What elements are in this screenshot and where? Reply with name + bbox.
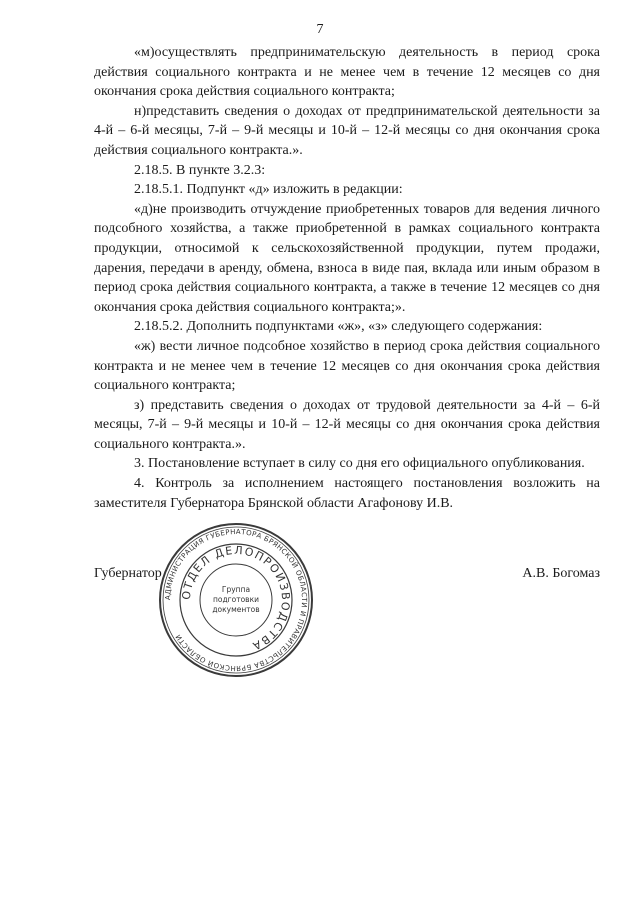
stamp-ring-text: ОТДЕЛ ДЕЛОПРОИЗВОДСТВА xyxy=(179,543,293,653)
stamp-outer-text: АДМИНИСТРАЦИЯ ГУБЕРНАТОРА БРЯНСКОЙ ОБЛАСТИ И ПРАВИТЕЛЬСТВА БРЯНСКОЙ ОБЛАСТИ xyxy=(163,527,309,673)
signature-block xyxy=(94,527,600,706)
official-stamp xyxy=(156,520,316,680)
paragraph: 2.18.5.2. Дополнить подпунктами «ж», «з» следующего содержания: xyxy=(134,319,543,335)
stamp-center-line: подготовки xyxy=(213,595,259,604)
paragraph: 4. Контроль за исполнением настоящего постановления возложить на заместителя Губернатора Брянской области Агафонову И.В. xyxy=(94,476,600,511)
page-number: 7 xyxy=(316,22,324,37)
paragraph: н)представить сведения о доходах от предпринимательской деятельности за 4-й – 6-й месяцы, 7-й – 9-й месяцы и 10-й – 12-й месяцы со дня окончания срока действия социального контракта.». xyxy=(94,103,600,158)
paragraph: з) представить сведения о доходах от трудовой деятельности за 4-й – 6-й месяцы, 7-й – 9-й месяцы и 10-й – 12-й месяцы со дня окончания срока действия социального контракта.». xyxy=(94,397,600,452)
document-body xyxy=(94,43,600,513)
paragraph: «м)осуществлять предпринимательскую деятельность в период срока действия социального контракта и не менее чем в течение 12 месяцев со дня окончания срока действия социального контракта; xyxy=(94,45,600,100)
stamp-center-line: документов xyxy=(212,605,260,614)
signer-name: А.В. Богомаз xyxy=(522,566,600,581)
paragraph: 3. Постановление вступает в силу со дня его официального опубликования. xyxy=(134,456,585,472)
paragraph: 2.18.5.1. Подпункт «д» изложить в редакции: xyxy=(134,182,403,198)
signer-title: Губернатор xyxy=(94,566,162,581)
paragraph: «ж) вести личное подсобное хозяйство в период срока действия социального контракта и не менее чем в течение 12 месяцев со дня окончания срока действия социального контракта; xyxy=(94,338,600,394)
paragraph: 2.18.5. В пункте 3.2.3: xyxy=(134,162,266,178)
stamp-center-line: Группа xyxy=(221,585,251,594)
paragraph: «д)не производить отчуждение приобретенных товаров для ведения личного подсобного хозяйства, а также приобретенной в рамках социального контракта продукции, относимой к сельскохозяйственной продукции, путем продажи, дарения, передачи в аренду, обмена, взноса в виде пая, вклада или иным образом в период срока действия социального контракта, а также в течение 12 месяцев со дня окончания срока действия социального контракта;». xyxy=(94,201,600,315)
